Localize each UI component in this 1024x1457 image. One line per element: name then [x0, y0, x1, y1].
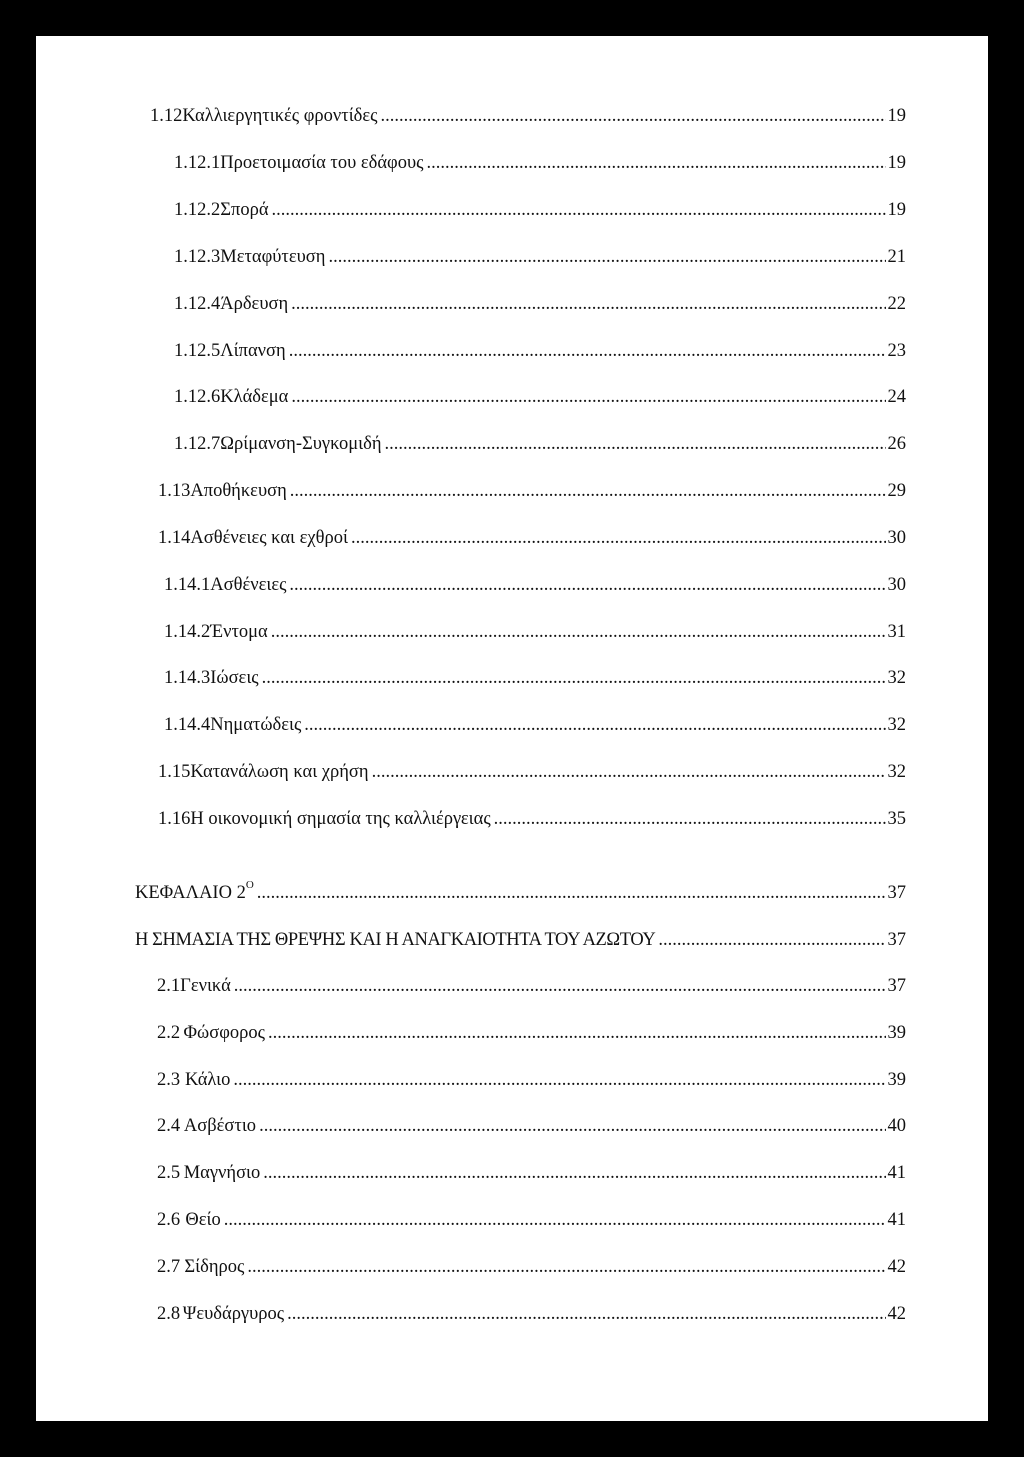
toc-entry	[157, 1209, 906, 1231]
toc-entry-number: 1.14.1	[164, 575, 211, 595]
toc-entry-title: Αποθήκευση	[190, 481, 287, 501]
toc-leader-dots	[426, 152, 885, 174]
toc-entry-page: 22	[887, 294, 906, 314]
toc-entry-title: Ασθένειες	[210, 575, 287, 595]
toc-leader-dots	[494, 808, 886, 830]
toc-entry	[164, 621, 906, 643]
toc-entry-title: Σίδηρος	[184, 1257, 245, 1277]
toc-entry-number: 2.4	[157, 1116, 181, 1136]
toc-leader-dots	[351, 527, 886, 549]
toc-leader-dots	[287, 1303, 885, 1325]
toc-entry-page: 19	[887, 106, 906, 126]
toc-entry-number: 1.15	[158, 762, 191, 782]
toc-entry-page: 30	[887, 575, 906, 595]
toc-leader-dots	[304, 714, 885, 736]
toc-entry-title: Ασβέστιο	[183, 1116, 257, 1136]
document-page	[36, 36, 988, 1421]
toc-entry-title: Έντομα	[210, 622, 268, 642]
toc-entry	[174, 340, 906, 362]
toc-entry	[174, 386, 906, 408]
toc-entry-title: Λίπανση	[220, 341, 286, 361]
toc-entry-title: Σπορά	[220, 200, 269, 220]
toc-entry-number: 1.12.7	[174, 434, 221, 454]
toc-entry	[157, 1022, 906, 1044]
toc-entry-number: 2.1	[157, 976, 181, 996]
toc-leader-dots	[247, 1256, 885, 1278]
toc-entry-page: 32	[887, 668, 906, 688]
toc-entry-number: 1.12.2	[174, 200, 221, 220]
toc-entry-number: 2.5	[157, 1163, 181, 1183]
toc-leader-dots	[263, 1162, 885, 1184]
toc-leader-dots	[233, 1069, 885, 1091]
toc-entry-page: 19	[887, 200, 906, 220]
toc-entry	[174, 293, 906, 315]
toc-leader-dots	[259, 1115, 885, 1137]
toc-entry-page: 39	[887, 1023, 906, 1043]
toc-entry-title: Καλλιεργητικές φροντίδες	[182, 106, 378, 126]
ordinal-superscript: Ο	[245, 879, 254, 891]
toc-entry-number: 1.14.4	[164, 715, 211, 735]
toc-entry-number: 2.2	[157, 1023, 181, 1043]
toc-entry-number: 2.7	[157, 1257, 181, 1277]
toc-entry	[157, 1303, 906, 1325]
toc-leader-dots	[385, 433, 886, 455]
toc-entry	[164, 714, 906, 736]
toc-entry	[164, 574, 906, 596]
toc-entry-page: 32	[887, 715, 906, 735]
toc-entry-number: 1.14	[158, 528, 191, 548]
toc-entry-title: Ωρίμανση-Συγκομιδή	[220, 434, 382, 454]
toc-entry	[158, 480, 906, 502]
toc-entry-page: 19	[887, 153, 906, 173]
toc-entry	[174, 433, 906, 455]
toc-entry-page: 35	[887, 809, 906, 829]
toc-entry	[157, 1069, 906, 1091]
toc-entry	[157, 1256, 906, 1278]
toc-leader-dots	[658, 929, 885, 951]
toc-entry-title: Γενικά	[180, 976, 231, 996]
toc-leader-dots	[268, 1022, 886, 1044]
toc-chapter-title: Η ΣΗΜΑΣΙΑ ΤΗΣ ΘΡΕΨΗΣ ΚΑΙ Η ΑΝΑΓΚΑΙΟΤΗΤΑ ΤΟΥ ΑΖΩΤΟΥ	[135, 930, 656, 950]
toc-entry-page: 21	[887, 247, 906, 267]
toc-leader-dots	[328, 246, 885, 268]
toc-entry-number: 1.12.6	[174, 387, 221, 407]
toc-entry-page: 30	[887, 528, 906, 548]
toc-leader-dots	[289, 574, 885, 596]
toc-entry-number: 1.12.4	[174, 294, 221, 314]
toc-entry	[158, 761, 906, 783]
toc-entry-page: 26	[887, 434, 906, 454]
toc-entry	[164, 667, 906, 689]
toc-entry-number: 1.12.5	[174, 341, 221, 361]
toc-entry-page: 37	[887, 883, 906, 903]
toc-entry-title: Θείο	[185, 1210, 221, 1230]
toc-entry-title: Ιώσεις	[210, 668, 259, 688]
toc-leader-dots	[272, 199, 886, 221]
toc-leader-dots	[257, 882, 886, 904]
toc-entry-number: 2.3	[157, 1070, 181, 1090]
toc-entry-page: 37	[887, 976, 906, 996]
toc-entry-page: 39	[887, 1070, 906, 1090]
toc-leader-dots	[291, 293, 885, 315]
toc-entry	[157, 1162, 906, 1184]
toc-entry	[157, 1115, 906, 1137]
toc-leader-dots	[234, 975, 886, 997]
toc-entry-title: Η οικονομική σημασία της καλλιέργειας	[190, 809, 491, 829]
toc-entry-number: 1.13	[158, 481, 191, 501]
toc-entry-page: 31	[887, 622, 906, 642]
toc-entry-page: 41	[887, 1210, 906, 1230]
toc-entry-page: 42	[887, 1304, 906, 1324]
toc-entry-title: Προετοιμασία του εδάφους	[220, 153, 424, 173]
toc-entry-page: 42	[887, 1257, 906, 1277]
toc-entry-number: 1.12	[150, 106, 183, 126]
toc-entry-page: 41	[887, 1163, 906, 1183]
toc-entry-page: 24	[887, 387, 906, 407]
toc-entry-number: 1.14.2	[164, 622, 211, 642]
toc-entry-title: Κάλιο	[185, 1070, 231, 1090]
toc-leader-dots	[290, 480, 886, 502]
toc-entry	[158, 527, 906, 549]
toc-leader-dots	[262, 667, 886, 689]
toc-leader-dots	[372, 761, 886, 783]
chapter-label: ΚΕΦΑΛΑΙΟ 2	[135, 883, 246, 903]
toc-leader-dots	[271, 621, 886, 643]
toc-entry-number: 1.16	[158, 809, 191, 829]
toc-leader-dots	[291, 386, 885, 408]
toc-entry-page: 29	[887, 481, 906, 501]
toc-entry-title: Κατανάλωση και χρήση	[190, 762, 369, 782]
toc-entry	[174, 199, 906, 221]
toc-entry	[157, 975, 906, 997]
toc-entry-title: Νηματώδεις	[210, 715, 302, 735]
toc-entry-page: 32	[887, 762, 906, 782]
toc-entry-title: Φώσφορος	[183, 1023, 265, 1043]
toc-leader-dots	[224, 1209, 886, 1231]
toc-entry-number: 1.12.1	[174, 153, 221, 173]
toc-entry-title: Μεταφύτευση	[220, 247, 326, 267]
toc-entry-title: Ασθένειες και εχθροί	[190, 528, 348, 548]
toc-entry-title: Άρδευση	[220, 294, 289, 314]
toc-entry-number: 2.6	[157, 1210, 181, 1230]
toc-entry	[150, 105, 906, 127]
toc-entry-title: Κλάδεμα	[220, 387, 289, 407]
toc-entry	[174, 152, 906, 174]
toc-entry	[174, 246, 906, 268]
toc-entry-number: 1.12.3	[174, 247, 221, 267]
toc-entry-title: Ψευδάργυρος	[182, 1304, 285, 1324]
toc-entry	[158, 808, 906, 830]
toc-chapter-entry	[135, 879, 906, 904]
toc-leader-dots	[289, 340, 886, 362]
toc-chapter-entry	[135, 929, 906, 951]
toc-leader-dots	[380, 105, 885, 127]
toc-entry-page: 40	[887, 1116, 906, 1136]
toc-entry-number: 1.14.3	[164, 668, 211, 688]
toc-chapter-title	[135, 879, 254, 904]
toc-entry-page: 23	[887, 341, 906, 361]
toc-entry-title: Μαγνήσιο	[183, 1163, 261, 1183]
toc-entry-page: 37	[887, 930, 906, 950]
toc-entry-number: 2.8	[157, 1304, 181, 1324]
